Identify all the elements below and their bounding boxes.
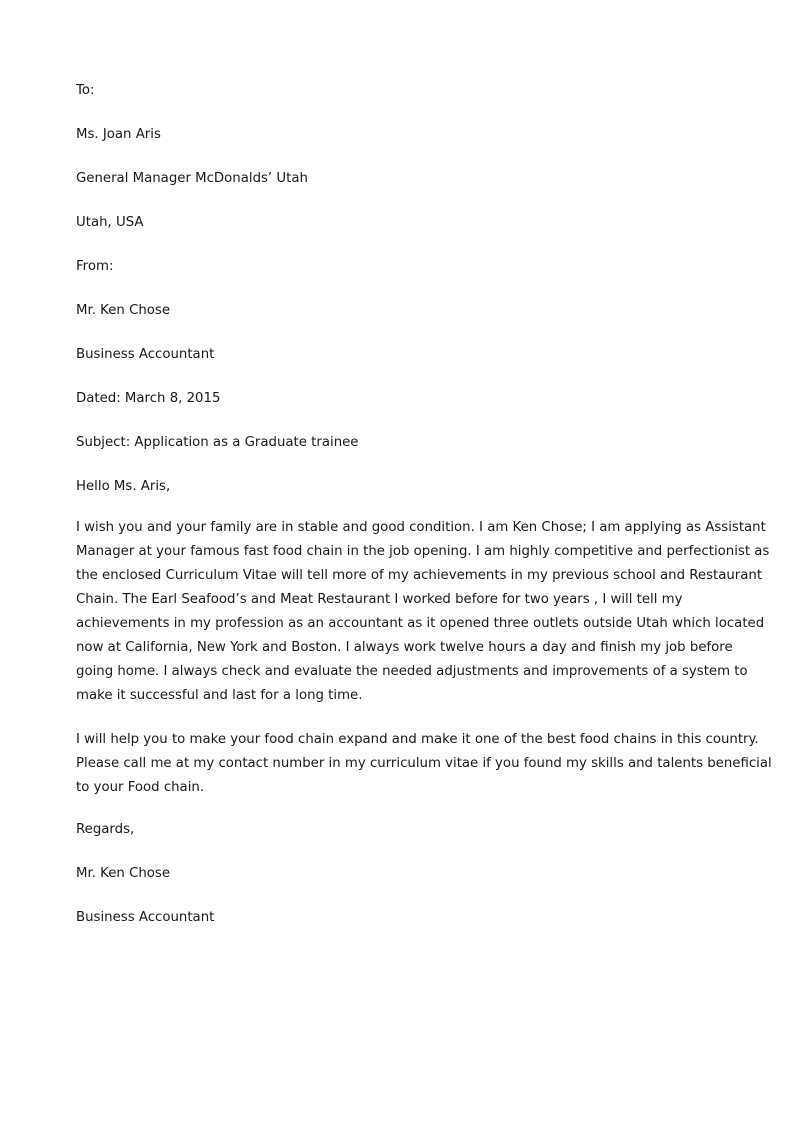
closing-regards: Regards, <box>76 822 135 837</box>
signer-title: Business Accountant <box>76 910 215 925</box>
paragraph-line: I will help you to make your food chain expand and make it one of the best food chains in this country. <box>76 732 759 747</box>
paragraph-line: Chain. The Earl Seafood’s and Meat Restaurant I worked before for two years , I will tell my <box>76 592 683 607</box>
body-paragraph-2 <box>76 728 772 800</box>
paragraph-line: the enclosed Curriculum Vitae will tell more of my achievements in my previous school and Restaurant <box>76 568 763 583</box>
paragraph-line: Please call me at my contact number in my curriculum vitae if you found my skills and talents beneficial <box>76 756 772 771</box>
paragraph-line: make it successful and last for a long time. <box>76 688 363 703</box>
paragraph-line: now at California, New York and Boston. I always work twelve hours a day and finish my job before <box>76 640 733 655</box>
paragraph-line: Manager at your famous fast food chain in the job opening. I am highly competitive and perfectionist as <box>76 544 770 559</box>
to-label: To: <box>76 83 95 98</box>
greeting: Hello Ms. Aris, <box>76 479 171 494</box>
recipient-name: Ms. Joan Aris <box>76 127 161 142</box>
recipient-title: General Manager McDonalds’ Utah <box>76 171 308 186</box>
paragraph-line: to your Food chain. <box>76 780 205 795</box>
paragraph-line: going home. I always check and evaluate the needed adjustments and improvements of a system to <box>76 664 748 679</box>
sender-name: Mr. Ken Chose <box>76 303 171 318</box>
from-label: From: <box>76 259 114 274</box>
signer-name: Mr. Ken Chose <box>76 866 171 881</box>
sender-title: Business Accountant <box>76 347 215 362</box>
body-paragraph-1 <box>76 516 770 708</box>
paragraph-line: achievements in my profession as an accountant as it opened three outlets outside Utah which located <box>76 616 765 631</box>
subject-line: Subject: Application as a Graduate trainee <box>76 435 359 450</box>
date-line: Dated: March 8, 2015 <box>76 391 221 406</box>
recipient-location: Utah, USA <box>76 215 144 230</box>
paragraph-line: I wish you and your family are in stable and good condition. I am Ken Chose; I am applying as Assistant <box>76 520 766 535</box>
